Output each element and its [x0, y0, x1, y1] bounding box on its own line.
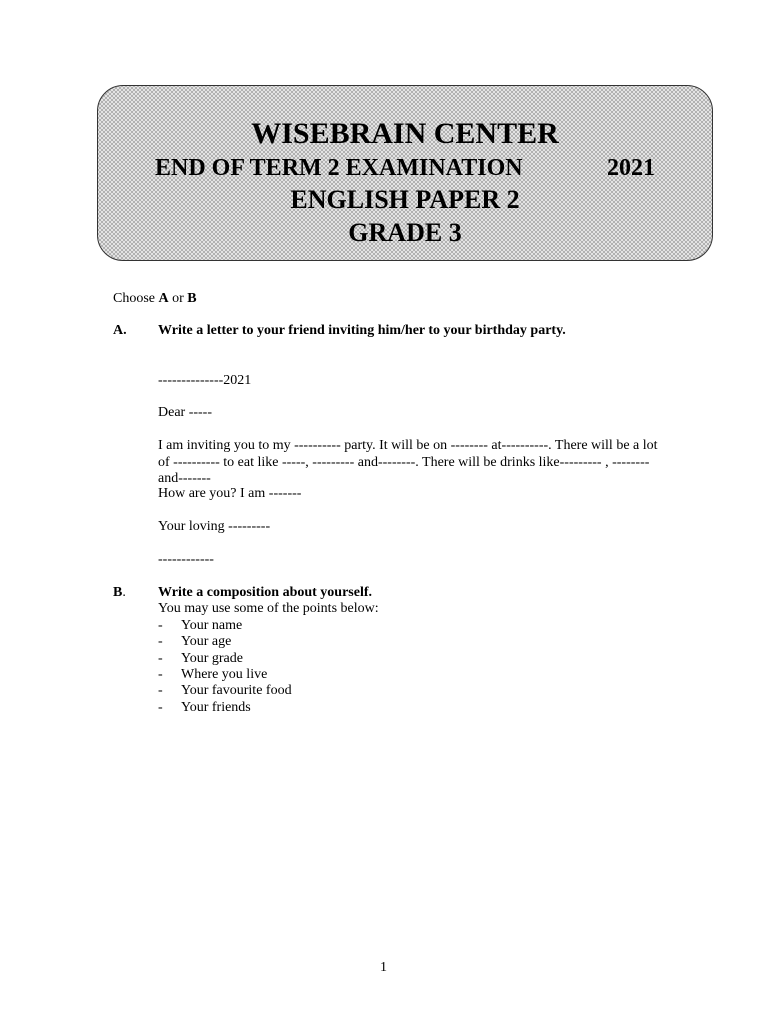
letter-question-line: How are you? I am -------: [158, 486, 302, 501]
list-item-text: Your friends: [181, 700, 251, 715]
school-name: WISEBRAIN CENTER: [251, 117, 559, 150]
list-dash: -: [158, 683, 163, 698]
letter-greeting: Dear -----: [158, 405, 213, 420]
section-b-intro: You may use some of the points below:: [158, 601, 379, 616]
section-b-letter: B: [113, 585, 123, 600]
list-dash: -: [158, 651, 163, 666]
choose-prefix: Choose: [113, 291, 159, 306]
list-item-text: Your age: [181, 634, 232, 649]
section-b-label: [113, 585, 126, 602]
choose-option-b: B: [187, 291, 197, 306]
letter-date-line: --------------2021: [158, 373, 252, 388]
section-a-label: A.: [113, 323, 127, 338]
exam-year: 2021: [607, 155, 655, 181]
choose-option-a: A: [158, 291, 169, 306]
letter-closing: Your loving ---------: [158, 519, 271, 534]
letter-body: I am inviting you to my ---------- party. It will be on -------- at----------. There will be a lot of ---------- to eat like -----, --------- and--------. There will be drinks like--------- , -------- and-------: [158, 438, 658, 486]
letter-signature: ------------: [158, 552, 214, 567]
section-b-label-suffix: .: [122, 585, 126, 600]
list-item-text: Your grade: [181, 651, 243, 666]
choose-or: or: [168, 291, 188, 306]
list-dash: -: [158, 618, 163, 633]
list-dash: -: [158, 634, 163, 649]
list-item-text: Your name: [181, 618, 243, 633]
list-item-text: Your favourite food: [181, 683, 292, 698]
paper-title: ENGLISH PAPER 2: [290, 185, 520, 214]
choose-instruction: [113, 291, 197, 308]
page-number: 1: [380, 960, 387, 975]
list-item-text: Where you live: [181, 667, 268, 682]
section-b-question: Write a composition about yourself.: [158, 585, 373, 600]
grade-title: GRADE 3: [348, 218, 462, 247]
exam-header-box: [97, 85, 713, 261]
section-a-question: Write a letter to your friend inviting him/her to your birthday party.: [158, 323, 566, 338]
exam-title: END OF TERM 2 EXAMINATION: [155, 155, 523, 181]
list-dash: -: [158, 700, 163, 715]
list-dash: -: [158, 667, 163, 682]
